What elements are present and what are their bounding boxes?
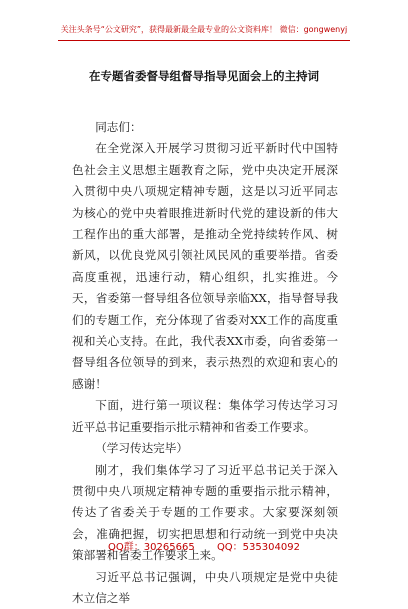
document-title: 在专题省委督导组督导指导见面会上的主持词: [89, 69, 319, 83]
body-paragraph-2: 下面，进行第一项议程：集体学习传达学习习近平总书记重要指示批示精神和省委工作要求。: [72, 398, 338, 434]
body-paragraph-3: （学习传达完毕）: [95, 441, 188, 456]
document-body: [72, 117, 338, 609]
header-banner: 关注头条号“公文研究”，获得最新最全最专业的公文资料库！ 微信：gongwenyj: [60, 25, 348, 34]
body-paragraph-5: 习近平总书记强调，中央八项规定是党中央徒木立信之举: [72, 569, 338, 605]
salutation: 同志们：: [95, 120, 142, 134]
body-paragraph-4: 刚才，我们集体学习了习近平总书记关于深入贯彻中央八项规定精神专题的重要指示批示精神，传达了省委关于专题的工作要求。大家要深刻领会，准确把握，切实把思想和行动统一到党中央决策部署和省委工作要求上来。: [72, 462, 338, 563]
header-divider: [58, 40, 350, 41]
footer-contact: QQ群：30265665 QQ：535304092: [108, 542, 300, 553]
body-paragraph-1: 在全党深入开展学习贯彻习近平新时代中国特色社会主义思想主题教育之际，党中央决定开展深入贯彻中央八项规定精神专题，这是以习近平同志为核心的党中央着眼推进新时代党的建设新的伟大工程作出的重大部署，是推动全党持续转作风、树新风，以优良党风引领社风民风的重要举措。省委高度重视，迅速行动，精心组织，扎实推进。今天，省委第一督导组各位领导亲临XX，指导督导我们的专题工作，充分体现了省委对XX工作的高度重视和关心支持。在此，我代表XX市委，向省委第一督导组各位领导的到来，表示热烈的欢迎和衷心的感谢！: [72, 141, 338, 391]
